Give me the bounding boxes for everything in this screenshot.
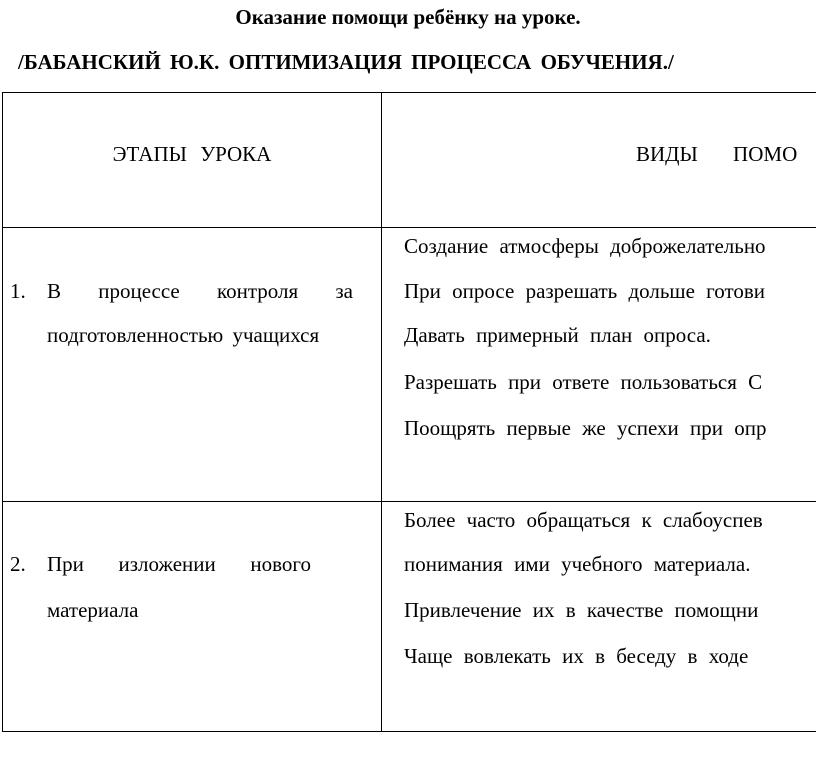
row-number: 1. [10, 279, 26, 303]
stage-word: контроля [216, 279, 299, 303]
stage-word: процессе [98, 279, 180, 303]
help-item: При опросе разрешать дольше готови [404, 279, 766, 303]
help-item: Разрешать при ответе пользоваться С [404, 370, 763, 394]
column-header-stages: ЭТАПЫ УРОКА [112, 142, 272, 166]
stage-line-2: материала [47, 598, 139, 622]
row-number: 2. [10, 552, 26, 576]
stage-word: При [47, 552, 84, 576]
column-header-help-types: ВИДЫ ПОМО [636, 142, 798, 166]
stage-line-2: подготовленностью учащихся [47, 323, 320, 347]
page-subtitle: /БАБАНСКИЙ Ю.К. ОПТИМИЗАЦИЯ ПРОЦЕССА ОБУЧЕНИЯ./ [18, 50, 674, 74]
stage-word: нового [250, 552, 311, 576]
help-item: Поощрять первые же успехи при опр [404, 416, 767, 440]
stage-word: В [47, 279, 62, 303]
help-item: Давать примерный план опроса. [404, 323, 711, 347]
table-border-left [2, 92, 3, 732]
table-border-bottom [2, 731, 816, 732]
table-border-top [2, 92, 816, 93]
help-item: Привлечение их в качестве помощни [404, 598, 759, 622]
help-item: понимания ими учебного материала. [404, 552, 751, 576]
table-column-divider [381, 92, 382, 732]
table-divider-row1 [2, 501, 816, 502]
stage-line-1 [47, 551, 311, 577]
help-item: Более часто обращаться к слабоуспев [404, 508, 763, 532]
stage-line-1 [47, 278, 353, 304]
help-item: Чаще вовлекать их в беседу в ходе [404, 644, 749, 668]
table-divider-header [2, 227, 816, 228]
help-item: Создание атмосферы доброжелательно [404, 234, 766, 258]
stage-word: за [335, 279, 353, 303]
page-title: Оказание помощи ребёнку на уроке. [235, 5, 581, 29]
stage-word: изложении [118, 552, 216, 576]
